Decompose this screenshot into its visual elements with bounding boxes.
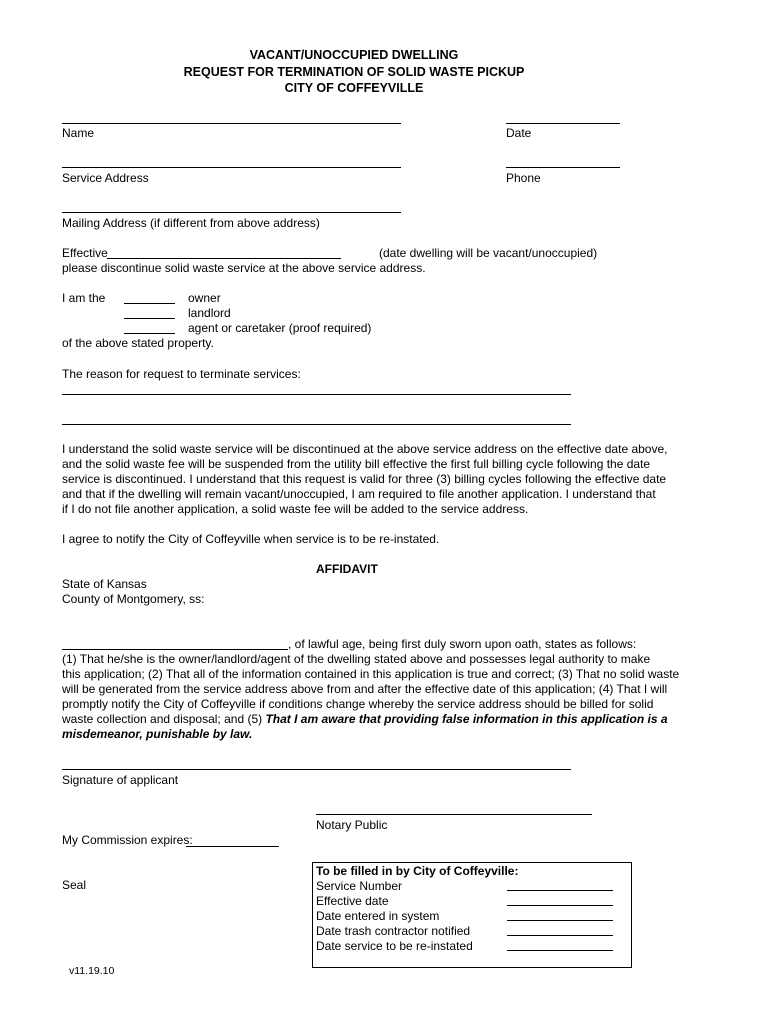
reason-line-2[interactable] xyxy=(62,424,571,425)
affidavit-line-5-plain: waste collection and disposal; and (5) xyxy=(62,712,266,726)
affidavit-line-3: will be generated from the service address above from and after the effective date of this application; (4) That I will xyxy=(62,682,668,696)
form-title-line-2: REQUEST FOR TERMINATION OF SOLID WASTE PICKUP xyxy=(183,65,525,79)
effective-date-line[interactable] xyxy=(107,258,341,259)
role-landlord: landlord xyxy=(188,306,231,320)
affidavit-line-4: promptly notify the City of Coffeyville if conditions change whereby the service address should be billed for solid xyxy=(62,697,654,711)
affidavit-county: County of Montgomery, ss: xyxy=(62,592,205,606)
reason-line-1[interactable] xyxy=(62,394,571,395)
date-line[interactable] xyxy=(506,123,620,124)
effective-note: (date dwelling will be vacant/unoccupied) xyxy=(379,246,598,260)
understand-line-4: and that if the dwelling will remain vacant/unoccupied, I am required to file another application. I understand that xyxy=(62,487,656,501)
role-suffix: of the above stated property. xyxy=(62,336,214,350)
mailing-address-label: Mailing Address (if different from above address) xyxy=(62,216,320,230)
notary-line[interactable] xyxy=(316,814,592,815)
effective-date-box-line[interactable] xyxy=(507,905,613,906)
city-row-contractor-notified: Date trash contractor notified xyxy=(316,924,471,938)
seal-label: Seal xyxy=(62,878,87,892)
city-row-reinstated: Date service to be re-instated xyxy=(316,939,473,953)
commission-line[interactable] xyxy=(186,846,279,847)
name-label: Name xyxy=(62,126,95,140)
city-row-service-number: Service Number xyxy=(316,879,403,893)
city-row-effective-date: Effective date xyxy=(316,894,389,908)
understand-line-3: service is discontinued. I understand that this request is valid for three (3) billing cycles following the effective date xyxy=(62,472,667,486)
phone-label: Phone xyxy=(506,171,541,185)
owner-checkline[interactable] xyxy=(124,303,175,304)
affidavit-state: State of Kansas xyxy=(62,577,147,591)
role-label: I am the xyxy=(62,291,106,305)
commission-label: My Commission expires: xyxy=(62,833,193,847)
agent-checkline[interactable] xyxy=(124,333,175,334)
phone-line[interactable] xyxy=(506,167,620,168)
signature-label: Signature of applicant xyxy=(62,773,179,787)
contractor-notified-line[interactable] xyxy=(507,935,613,936)
city-row-date-entered: Date entered in system xyxy=(316,909,440,923)
reinstated-line[interactable] xyxy=(507,950,613,951)
affidavit-line-6: misdemeanor, punishable by law. xyxy=(62,727,253,741)
signature-line[interactable] xyxy=(62,769,571,770)
understand-line-5: if I do not file another application, a solid waste fee will be added to the service address. xyxy=(62,502,529,516)
effective-label: Effective xyxy=(62,246,108,260)
date-entered-line[interactable] xyxy=(507,920,613,921)
affiant-name-line[interactable] xyxy=(62,649,288,650)
affidavit-title: AFFIDAVIT xyxy=(316,562,378,576)
affidavit-line-5 xyxy=(62,712,668,726)
understand-line-2: and the solid waste fee will be suspended from the utility bill effective the first full billing cycle following the date xyxy=(62,457,651,471)
affidavit-sworn: , of lawful age, being first duly sworn upon oath, states as follows: xyxy=(288,637,637,651)
affidavit-line-5-bold: That I am aware that providing false information in this application is a xyxy=(265,712,668,726)
agree-statement: I agree to notify the City of Coffeyville when service is to be re-instated. xyxy=(62,532,440,546)
effective-line-2: please discontinue solid waste service at the above service address. xyxy=(62,261,426,275)
service-number-line[interactable] xyxy=(507,890,613,891)
affidavit-line-1: (1) That he/she is the owner/landlord/agent of the dwelling stated above and possesses legal authority to make xyxy=(62,652,651,666)
date-label: Date xyxy=(506,126,532,140)
service-address-label: Service Address xyxy=(62,171,149,185)
form-title-line-3: CITY OF COFFEYVILLE xyxy=(284,81,424,95)
form-title-line-1: VACANT/UNOCCUPIED DWELLING xyxy=(249,48,459,62)
landlord-checkline[interactable] xyxy=(124,318,175,319)
service-address-line[interactable] xyxy=(62,167,401,168)
name-line[interactable] xyxy=(62,123,401,124)
notary-label: Notary Public xyxy=(316,818,388,832)
version-label: v11.19.10 xyxy=(69,965,115,977)
reason-label: The reason for request to terminate services: xyxy=(62,367,301,381)
affidavit-line-2: this application; (2) That all of the information contained in this application is true and correct; (3) That no solid waste xyxy=(62,667,680,681)
role-owner: owner xyxy=(188,291,221,305)
understand-line-1: I understand the solid waste service will be discontinued at the above service address on the effective date above, xyxy=(62,442,668,456)
role-agent: agent or caretaker (proof required) xyxy=(188,321,372,335)
city-box-title: To be filled in by City of Coffeyville: xyxy=(316,864,519,878)
mailing-address-line[interactable] xyxy=(62,212,401,213)
